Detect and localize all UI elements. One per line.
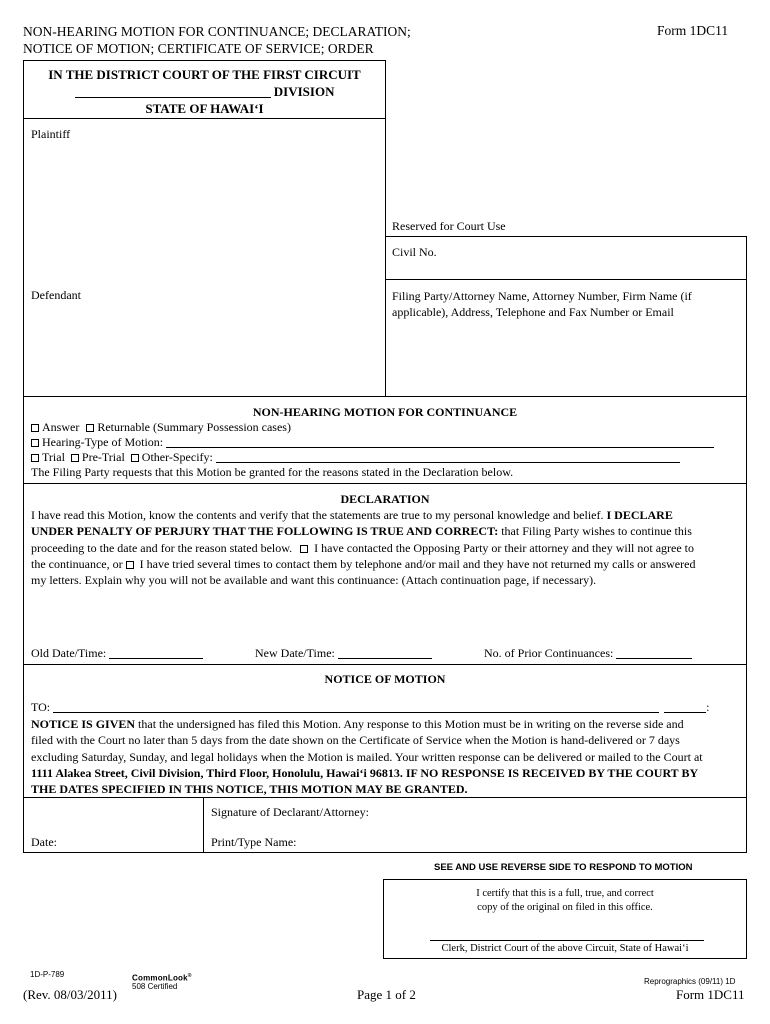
- prior-field[interactable]: [616, 647, 692, 659]
- motion-row3: [31, 450, 714, 465]
- form-id: Form 1DC11: [657, 23, 729, 38]
- trial-label: Trial: [42, 450, 65, 464]
- motion-options: [31, 420, 714, 480]
- print-name-label: Print/Type Name:: [211, 835, 297, 849]
- answer-checkbox[interactable]: [31, 424, 39, 432]
- to-field-2[interactable]: [664, 701, 706, 713]
- page-number: Page 1 of 2: [357, 987, 416, 1002]
- notice-text: [31, 716, 740, 797]
- declaration-l1a: I have read this Motion, know the contents and verify that the statements are true to my personal knowledge and belief.: [31, 508, 607, 522]
- form-title-line2: NOTICE OF MOTION; CERTIFICATE OF SERVICE; ORDER: [23, 41, 374, 56]
- pretrial-checkbox[interactable]: [71, 454, 79, 462]
- reserved-rule: [385, 236, 747, 237]
- reprographics: Reprographics (09/11) 1D: [644, 977, 736, 986]
- declaration-l1b: I DECLARE: [606, 508, 673, 522]
- declaration-l2b: that Filing Party wishes to continue this: [498, 524, 692, 539]
- declaration-line2: [31, 523, 740, 539]
- prior-row: [484, 646, 692, 661]
- caption-bottom-rule: [23, 396, 747, 397]
- court-line3: STATE OF HAWAI‘I: [145, 101, 264, 116]
- to-field[interactable]: [53, 701, 659, 713]
- declaration-text: [31, 507, 740, 588]
- motion-request: The Filing Party requests that this Motion be granted for the reasons stated in the Declaration below.: [31, 465, 514, 479]
- other-label: Other-Specify:: [141, 450, 213, 464]
- returnable-label: Returnable (Summary Possession cases): [97, 420, 291, 434]
- tried-contact-checkbox[interactable]: [126, 561, 134, 569]
- clerk-signature-line[interactable]: [430, 940, 704, 941]
- division-blank[interactable]: [75, 86, 271, 98]
- notice-l1a: NOTICE IS GIVEN: [31, 717, 136, 731]
- clerk-label: Clerk, District Court of the above Circuit, State of Hawai‘i: [441, 943, 689, 954]
- reserved-label: Reserved for Court Use: [392, 219, 506, 233]
- right-border: [746, 236, 747, 852]
- date-label: Date:: [31, 835, 57, 849]
- contacted-checkbox[interactable]: [300, 545, 308, 553]
- filing-party-label: [392, 288, 692, 320]
- declaration-title: DECLARATION: [340, 492, 430, 506]
- to-row: TO: :: [31, 700, 710, 714]
- signature-bottom-rule: [23, 852, 747, 853]
- new-date-field[interactable]: [338, 647, 432, 659]
- hearing-type-field[interactable]: [166, 436, 714, 448]
- declaration-bottom-rule: [23, 664, 747, 665]
- defendant-label: Defendant: [31, 288, 81, 302]
- new-date-row: [255, 646, 432, 661]
- revision-date: (Rev. 08/03/2011): [23, 987, 117, 1002]
- declaration-line3: [31, 540, 740, 556]
- prior-label: No. of Prior Continuances:: [484, 646, 614, 660]
- civil-no-rule: [385, 279, 747, 280]
- returnable-checkbox[interactable]: [86, 424, 94, 432]
- new-date-label: New Date/Time:: [255, 646, 335, 660]
- filing-party-line1: Filing Party/Attorney Name, Attorney Number, Firm Name (if: [392, 289, 692, 303]
- court-heading-rule: [23, 118, 385, 119]
- hearing-checkbox[interactable]: [31, 439, 39, 447]
- notice-line1: [31, 716, 740, 732]
- court-line2: [24, 83, 385, 100]
- hearing-label: Hearing-Type of Motion:: [42, 435, 164, 449]
- filing-party-line2: applicable), Address, Telephone and Fax Number or Email: [392, 305, 674, 319]
- other-specify-field[interactable]: [216, 451, 680, 463]
- notice-line5: THE DATES SPECIFIED IN THIS NOTICE, THIS MOTION MAY BE GRANTED.: [31, 782, 468, 797]
- old-date-label: Old Date/Time:: [31, 646, 107, 660]
- other-checkbox[interactable]: [131, 454, 139, 462]
- certified-label: 508 Certified: [132, 982, 178, 991]
- notice-title: NOTICE OF MOTION: [324, 672, 446, 686]
- form-title: [23, 23, 411, 57]
- signature-divider: [203, 797, 204, 852]
- declaration-l4a: the continuance, or: [31, 556, 123, 571]
- plaintiff-label: Plaintiff: [31, 127, 71, 141]
- motion-bottom-rule: [23, 483, 747, 484]
- notice-line3: excluding Saturday, Sunday, and legal holidays when the Motion is mailed. Your written response can be delivered or mailed to the Court at: [31, 749, 703, 764]
- reverse-note: SEE AND USE REVERSE SIDE TO RESPOND TO MOTION: [434, 862, 693, 873]
- declaration-line1: [31, 507, 740, 523]
- signature-label: Signature of Declarant/Attorney:: [211, 805, 369, 819]
- notice-l1b: that the undersigned has filed this Motion. Any response to this Motion must be in writing on the reverse side and: [135, 717, 684, 731]
- declaration-line4: [31, 556, 740, 572]
- certify-line2: copy of the original on filed in this office.: [477, 902, 653, 913]
- declaration-l4b: I have tried several times to contact them by telephone and/or mail and they have not returned my calls or answered: [139, 556, 696, 571]
- certify-text: [384, 887, 746, 915]
- old-date-field[interactable]: [109, 647, 203, 659]
- form-title-line1: NON-HEARING MOTION FOR CONTINUANCE; DECLARATION;: [23, 24, 411, 39]
- old-date-row: [31, 646, 203, 661]
- declaration-l3a: proceeding to the date and for the reason stated below.: [31, 540, 293, 555]
- civil-no-label: Civil No.: [392, 245, 437, 259]
- notice-line4: 1111 Alakea Street, Civil Division, Third Floor, Honolulu, Hawai‘i 96813. IF NO RESPONSE IS RECEIVED BY THE COURT BY: [31, 765, 699, 780]
- court-heading: [24, 66, 385, 117]
- declaration-l3b: I have contacted the Opposing Party or their attorney and they will not agree to: [314, 540, 695, 555]
- declaration-l2a: UNDER PENALTY OF PERJURY THAT THE FOLLOWING IS TRUE AND CORRECT:: [31, 524, 499, 539]
- court-line1: IN THE DISTRICT COURT OF THE FIRST CIRCUIT: [48, 67, 361, 82]
- notice-line2: filed with the Court no later than 5 days from the date shown on the Certificate of Service when the Motion is hand-delivered or 7 days: [31, 733, 680, 748]
- caption-divider: [385, 60, 386, 397]
- form-code: 1D-P-789: [30, 970, 65, 979]
- left-border: [23, 60, 24, 852]
- motion-row1: [31, 420, 714, 435]
- motion-row2: [31, 435, 714, 450]
- answer-label: Answer: [42, 420, 80, 434]
- notice-bottom-rule: [23, 797, 747, 798]
- commonlook-name: CommonLook: [132, 973, 188, 983]
- to-label: TO:: [31, 700, 51, 714]
- certify-line1: I certify that this is a full, true, and correct: [476, 888, 654, 899]
- caption-top-border: [23, 60, 385, 61]
- declaration-line5: my letters. Explain why you will not be available and want this continuance: (Attach continuation page, if necessary).: [31, 573, 597, 588]
- motion-title: NON-HEARING MOTION FOR CONTINUANCE: [252, 405, 518, 419]
- trial-checkbox[interactable]: [31, 454, 39, 462]
- pretrial-label: Pre-Trial: [81, 450, 125, 464]
- division-label: DIVISION: [273, 84, 335, 99]
- commonlook-reg: ®: [187, 973, 192, 979]
- footer-form-id: Form 1DC11: [676, 987, 745, 1002]
